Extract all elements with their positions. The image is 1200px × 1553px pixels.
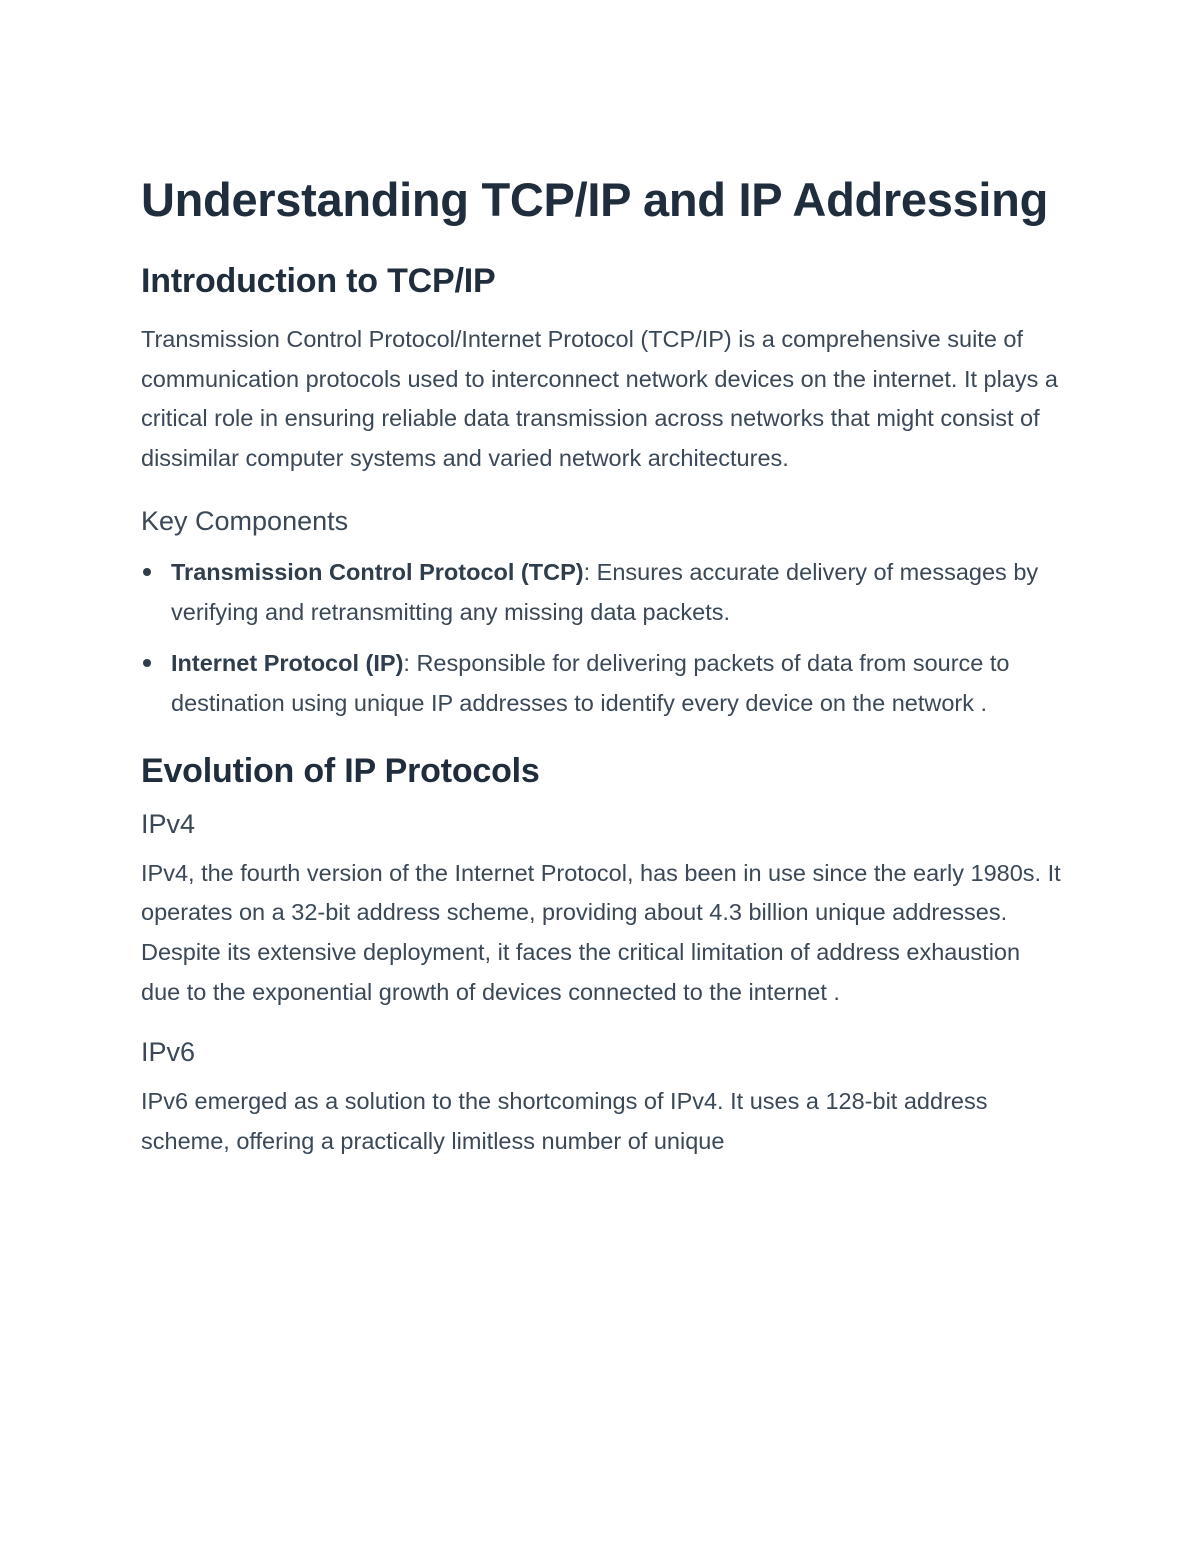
section-heading-evolution: Evolution of IP Protocols bbox=[141, 751, 540, 790]
intro-paragraph: Transmission Control Protocol/Internet Protocol (TCP/IP) is a comprehensive suite of communication protocols used to interconnect network devices on the internet. It plays a critical role in ensuring reliable data transmission across networks that might consist of dissimilar computer systems and varied network architectures. bbox=[141, 326, 1058, 472]
subsection-heading-ipv6: IPv6 bbox=[141, 1037, 196, 1068]
section-heading-introduction: Introduction to TCP/IP bbox=[141, 262, 496, 300]
ipv4-paragraph: IPv4, the fourth version of the Internet Protocol, has been in use since the early 1980s. It operates on a 32-bit address scheme, providing about 4.3 billion unique addresses. Despite its extensive deployment, it faces the critical limitation of address exhaustion due to the exponential growth of devices connected to the internet . bbox=[141, 859, 1061, 1005]
list-item-tcp bbox=[141, 553, 1061, 632]
bullet-icon bbox=[143, 659, 151, 667]
list-item-description: : Responsible for delivering packets of data from source to destination using unique IP addresses to identify every device on the network . bbox=[171, 650, 1010, 716]
document-page bbox=[141, 168, 1061, 1162]
document-title: Understanding TCP/IP and IP Addressing bbox=[141, 173, 1048, 226]
key-components-list bbox=[141, 553, 1061, 724]
list-item-term: Transmission Control Protocol (TCP) bbox=[171, 558, 584, 585]
list-item-term: Internet Protocol (IP) bbox=[171, 650, 404, 677]
list-item-description: : Ensures accurate delivery of messages by verifying and retransmitting any missing data packets. bbox=[171, 558, 1039, 625]
ipv6-paragraph: IPv6 emerged as a solution to the shortcomings of IPv4. It uses a 128-bit address scheme, offering a practically limitless number of unique bbox=[141, 1088, 988, 1155]
subsection-heading-key-components: Key Components bbox=[141, 505, 349, 536]
list-item-ip bbox=[141, 644, 1061, 723]
subsection-heading-ipv4: IPv4 bbox=[141, 808, 196, 839]
bullet-icon bbox=[143, 568, 151, 576]
